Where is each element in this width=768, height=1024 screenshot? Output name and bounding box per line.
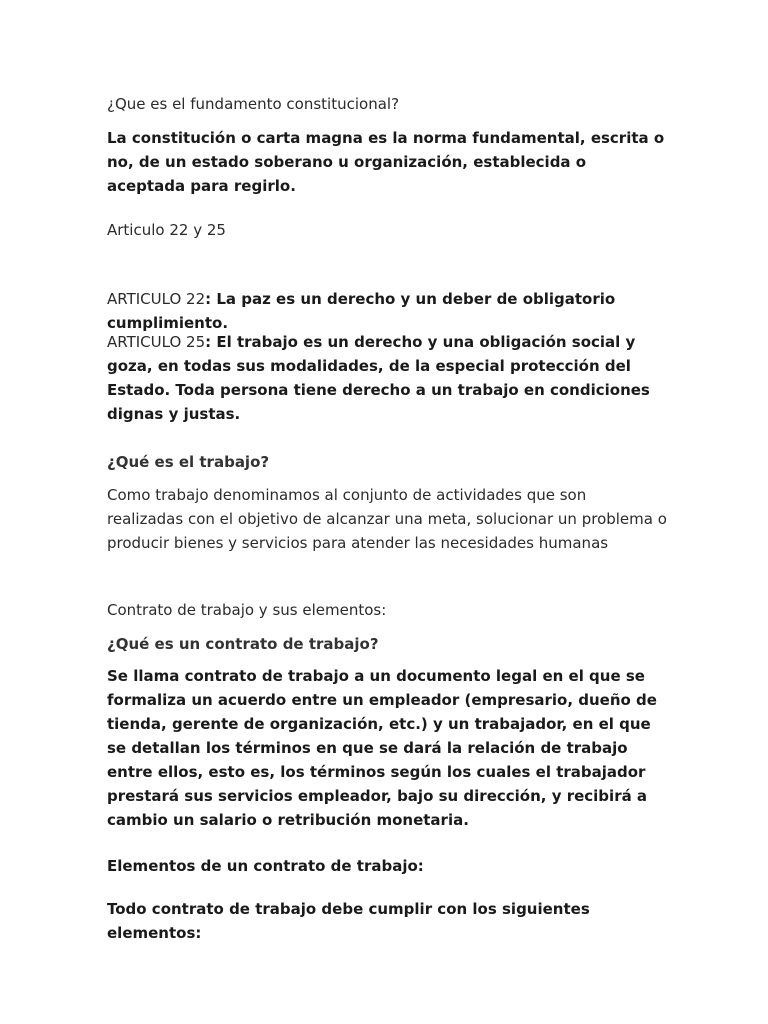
articles-heading: Articulo 22 y 25 [107, 221, 226, 239]
article-22 [107, 287, 667, 335]
elements-heading: Elementos de un contrato de trabajo: [107, 857, 424, 875]
contract-heading: Contrato de trabajo y sus elementos: [107, 601, 387, 619]
paragraph-elements-intro: Todo contrato de trabajo debe cumplir con los siguientes elementos: [107, 900, 590, 942]
article-25-label: ARTICULO 25 [107, 333, 206, 351]
article-25 [107, 330, 667, 426]
paragraph-contract-definition: Se llama contrato de trabajo a un documento legal en el que se formaliza un acuerdo entre un empleador (empresario, dueño de tienda, gerente de organización, etc.) y un trabajador, en el que se detallan los términos en que se dará la relación de trabajo entre ellos, esto es, los términos según los cuales el trabajador prestará sus servicios empleador, bajo su dirección, y recibirá a cambio un salario o retribución monetaria. [107, 667, 657, 829]
article-22-text: : La paz es un derecho y un deber de obligatorio cumplimiento. [107, 290, 616, 332]
article-25-text: : El trabajo es un derecho y una obligación social y goza, en todas sus modalidades, de la especial protección del Estado. Toda persona tiene derecho a un trabajo en condiciones dignas y justas. [107, 333, 650, 423]
paragraph-constitution-definition: La constitución o carta magna es la norma fundamental, escrita o no, de un estado soberano u organización, establecida o aceptada para regirlo. [107, 129, 665, 195]
article-22-label: ARTICULO 22 [107, 290, 206, 308]
question-what-is-contract: ¿Qué es un contrato de trabajo? [107, 635, 379, 653]
question-constitutional-basis: ¿Que es el fundamento constitucional? [107, 95, 400, 113]
paragraph-work-definition: Como trabajo denominamos al conjunto de actividades que son realizadas con el objetivo de alcanzar una meta, solucionar un problema o producir bienes y servicios para atender las necesidades humanas [107, 486, 667, 552]
question-what-is-work: ¿Qué es el trabajo? [107, 453, 270, 471]
